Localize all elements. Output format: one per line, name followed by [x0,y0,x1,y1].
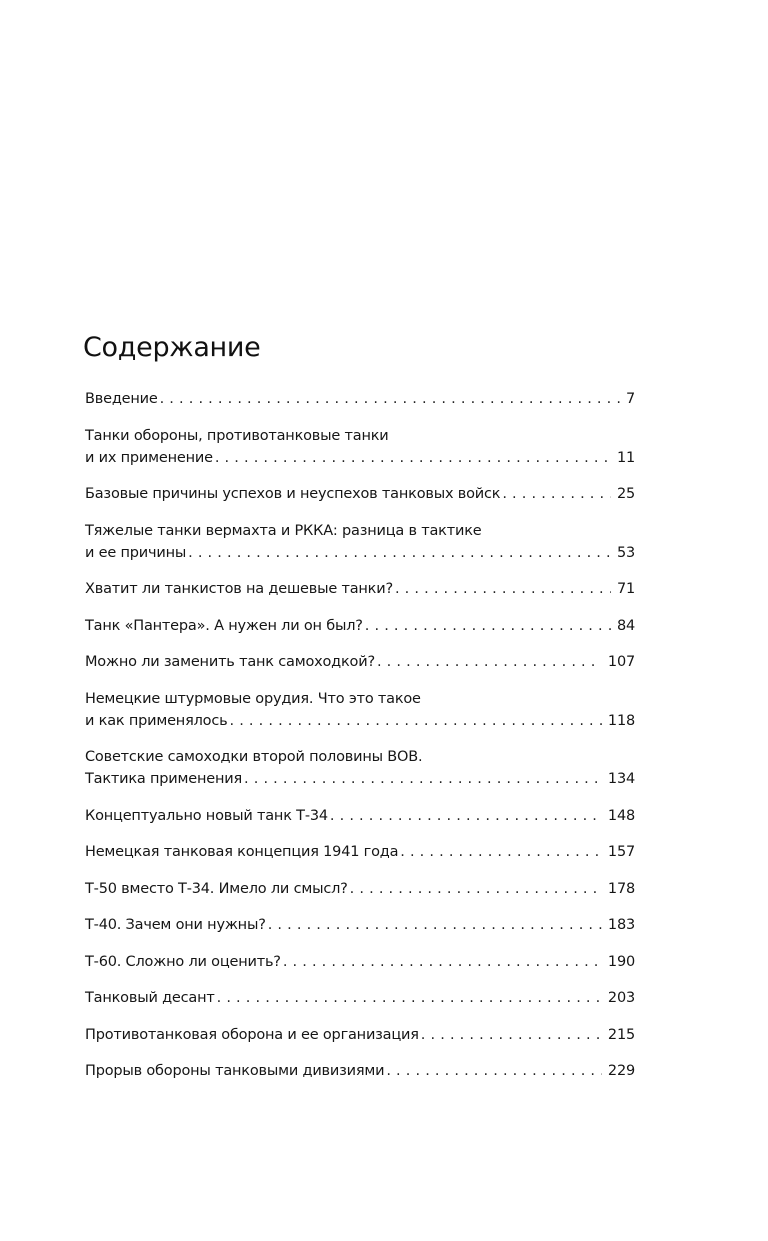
toc-entry[interactable] [85,1060,635,1082]
dot-leader [330,805,602,827]
toc-page-number: 7 [625,391,635,407]
toc-row [85,615,635,637]
toc-entry[interactable] [85,841,635,863]
toc-entry-title: Т-50 вместо Т-34. Имело ли смысл? [85,880,348,897]
toc-entry-title: Танковый десант [85,990,215,1006]
toc-entry-title-line: Танки обороны, противотанковые танки [85,427,389,444]
toc-entry[interactable] [85,878,635,900]
dot-leader [160,388,620,410]
toc-entry-title-line: и их применение [85,449,213,466]
toc-entry[interactable] [85,688,635,732]
dot-leader [400,841,602,863]
dot-leader [502,483,611,505]
toc-entry-title: Концептуально новый танк Т-34 [85,807,328,824]
toc-row [85,878,635,900]
toc-row [85,1024,635,1046]
toc-entry[interactable] [85,615,635,637]
toc-row [85,710,635,732]
dot-leader [365,615,611,637]
toc-page-number: 107 [607,654,635,670]
dot-leader [395,578,611,600]
toc-entry[interactable] [85,651,635,673]
toc-entry[interactable] [85,746,635,790]
toc-page-number: 183 [607,917,635,933]
toc-entry-title-line: и как применялось [85,712,228,729]
toc-row [85,651,635,673]
dot-leader [244,768,602,790]
toc-row [85,542,635,564]
toc-entry-title-line: и ее причины [85,544,187,561]
toc-page-number: 178 [607,880,635,897]
toc-entry-title: Противотанковая оборона и ее организация [85,1026,419,1043]
toc-row [85,951,635,973]
toc-row [85,987,635,1009]
dot-leader [350,878,602,900]
toc-entry-title: Прорыв обороны танковыми дивизиями [85,1063,385,1079]
dot-leader [215,447,611,469]
toc-page-number: 229 [607,1063,635,1079]
toc-row [85,1060,635,1082]
dot-leader [377,651,602,673]
toc-row [85,841,635,863]
toc-page-number: 190 [607,953,635,970]
toc-page-number: 157 [607,844,635,860]
toc-entry-title: Немецкая танковая концепция 1941 года [85,844,399,860]
dot-leader [217,987,602,1009]
dot-leader [268,914,602,936]
toc-entry[interactable] [85,805,635,827]
dot-leader [283,951,602,973]
toc-entry-title: Базовые причины успехов и неуспехов танковых войск [85,486,501,502]
page-title: Содержание [83,332,261,363]
toc-row [85,483,635,505]
toc-entry-title: Т-40. Зачем они нужны? [85,917,266,933]
toc-entry-title: Хватит ли танкистов на дешевые танки? [85,581,393,597]
toc-entry[interactable] [85,987,635,1009]
toc-row [85,578,635,600]
toc-row [85,388,635,410]
toc-entry-title: Т-60. Сложно ли оценить? [85,953,281,970]
toc-entry[interactable] [85,388,635,410]
toc-page-number: 215 [607,1026,635,1043]
dot-leader [386,1060,602,1082]
toc-row [85,914,635,936]
toc-page-number: 84 [616,617,635,634]
toc-page-number: 118 [607,712,635,729]
toc-entry[interactable] [85,578,635,600]
table-of-contents [85,388,635,1082]
toc-page-number: 71 [616,581,635,597]
toc-entry[interactable] [85,951,635,973]
toc-page-number: 53 [616,544,635,561]
toc-entry-title-line: Немецкие штурмовые орудия. Что это такое [85,690,421,707]
toc-entry[interactable] [85,914,635,936]
toc-row [85,768,635,790]
toc-entry-title: Введение [85,391,158,407]
toc-entry[interactable] [85,425,635,469]
toc-page-number: 25 [616,486,635,502]
toc-page-number: 148 [607,807,635,824]
toc-page-number: 11 [616,449,635,466]
toc-entry-title: Можно ли заменить танк самоходкой? [85,654,375,670]
toc-entry-title-line: Тактика применения [85,771,243,787]
dot-leader [229,710,601,732]
toc-entry[interactable] [85,520,635,564]
toc-page-number: 134 [607,771,635,787]
toc-page-number: 203 [607,990,635,1006]
toc-entry[interactable] [85,1024,635,1046]
toc-entry-title-line: Советские самоходки второй половины ВОВ. [85,749,423,765]
toc-entry[interactable] [85,483,635,505]
toc-row [85,447,635,469]
toc-entry-title-line: Тяжелые танки вермахта и РККА: разница в тактике [85,522,482,539]
toc-entry-title: Танк «Пантера». А нужен ли он был? [85,617,363,634]
dot-leader [188,542,611,564]
dot-leader [421,1024,602,1046]
toc-row [85,805,635,827]
